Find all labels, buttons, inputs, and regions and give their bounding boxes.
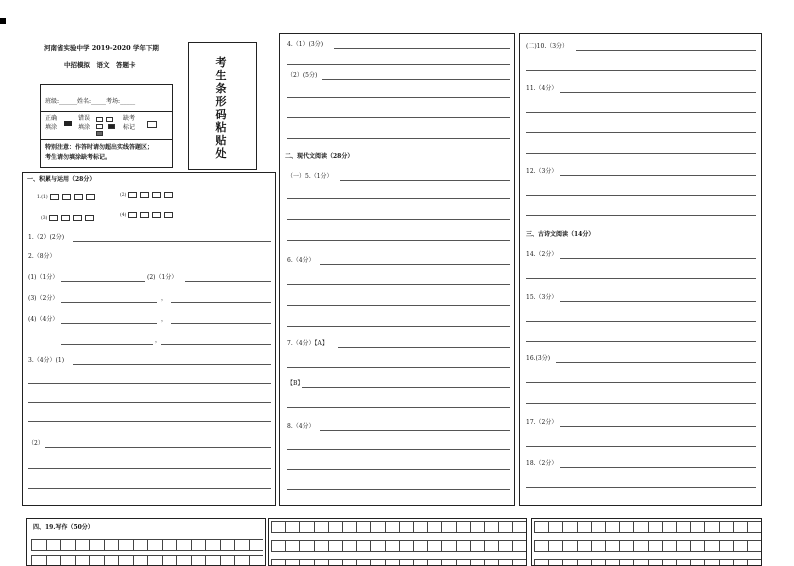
grid-cell[interactable]: [512, 540, 526, 552]
q4-2-label: （2）(5分): [287, 72, 318, 79]
q10-label: (二)10.（3分）: [526, 43, 569, 50]
grid-cell[interactable]: [619, 521, 634, 533]
q6-label: 6.（4分）: [287, 257, 315, 264]
grid-cell[interactable]: [162, 555, 178, 565]
answer-line[interactable]: [334, 48, 510, 49]
answer-line[interactable]: [73, 364, 271, 365]
notice-line-2: 考生请勿填涂缺考标记。: [45, 154, 112, 161]
writing-box-2: [268, 518, 527, 566]
correct-label-2: 填涂: [45, 124, 58, 131]
grid-cell[interactable]: [747, 559, 761, 565]
q1-2-choices[interactable]: (2): [120, 191, 176, 198]
grid-cell[interactable]: [205, 539, 221, 551]
grid-cell[interactable]: [314, 521, 329, 533]
writing-grid[interactable]: [271, 521, 526, 565]
q2-label: 2.（8分）: [28, 253, 56, 260]
q8-label: 8.（4分）: [287, 423, 315, 430]
answer-line[interactable]: [61, 323, 157, 324]
q15-label: 15.（3分）: [526, 294, 558, 301]
answer-line[interactable]: [526, 403, 756, 404]
answer-line[interactable]: [28, 383, 271, 384]
grid-cell[interactable]: [470, 540, 485, 552]
sheet-subtitle: 中招模拟 语文 答题卡: [64, 61, 136, 69]
student-info-line[interactable]: 班级:______姓名:_____考场:_____: [45, 98, 136, 105]
grid-cell[interactable]: [176, 539, 192, 551]
writing-grid[interactable]: [534, 521, 761, 565]
grid-cell[interactable]: [314, 559, 329, 565]
q18-label: 18.（2分）: [526, 460, 558, 467]
grid-cell[interactable]: [399, 521, 414, 533]
answer-line[interactable]: [560, 258, 756, 259]
grid-cell[interactable]: [498, 521, 513, 533]
correct-label: 正确: [45, 115, 58, 122]
answer-line[interactable]: [320, 264, 510, 265]
grid-cell[interactable]: [104, 539, 120, 551]
grid-cell[interactable]: [512, 521, 526, 533]
grid-cell[interactable]: [271, 559, 286, 565]
q1-2-label: 1.（2）(2分): [28, 234, 65, 241]
grid-cell[interactable]: [191, 555, 207, 565]
grid-cell[interactable]: [271, 540, 286, 552]
grid-cell[interactable]: [220, 555, 236, 565]
answer-line[interactable]: [302, 387, 510, 388]
grid-cell[interactable]: [605, 540, 620, 552]
grid-cell[interactable]: [328, 559, 343, 565]
grid-cell[interactable]: [562, 559, 577, 565]
grid-cell[interactable]: [577, 540, 592, 552]
correct-fill-sample: [64, 121, 72, 126]
answer-line[interactable]: [28, 402, 271, 403]
answer-line[interactable]: [287, 469, 510, 470]
grid-cell[interactable]: [285, 521, 300, 533]
answer-line[interactable]: [28, 421, 271, 422]
answer-line[interactable]: [287, 219, 510, 220]
grid-cell[interactable]: [470, 521, 485, 533]
grid-cell[interactable]: [591, 540, 606, 552]
answer-line[interactable]: [28, 468, 271, 469]
grid-cell[interactable]: [328, 521, 343, 533]
grid-cell[interactable]: [31, 555, 47, 565]
grid-cell[interactable]: [299, 540, 314, 552]
grid-cell[interactable]: [633, 559, 648, 565]
student-info-box: [40, 84, 173, 168]
grid-cell[interactable]: [104, 555, 120, 565]
section-3-title: 三、古诗文阅读（14分）: [526, 231, 595, 238]
answer-line[interactable]: [526, 153, 756, 154]
section-4-title: 四、19.写作（50分）: [33, 524, 94, 531]
answer-line[interactable]: [287, 367, 510, 368]
answer-line[interactable]: [526, 132, 756, 133]
grid-cell[interactable]: [118, 555, 134, 565]
answer-line[interactable]: [171, 323, 271, 324]
grid-cell[interactable]: [441, 559, 456, 565]
grid-cell[interactable]: [719, 521, 734, 533]
grid-cell[interactable]: [591, 521, 606, 533]
grid-cell[interactable]: [690, 521, 705, 533]
q2-2-label: (2)（1分）: [147, 274, 178, 281]
grid-cell[interactable]: [484, 521, 499, 533]
q14-label: 14.（2分）: [526, 251, 558, 258]
grid-cell[interactable]: [314, 540, 329, 552]
barcode-label: 考生条形码粘贴处: [215, 56, 227, 160]
grid-cell[interactable]: [191, 539, 207, 551]
wrong-fill-samples: [96, 116, 124, 132]
grid-cell[interactable]: [577, 559, 592, 565]
answer-line[interactable]: [61, 344, 153, 345]
grid-cell[interactable]: [470, 559, 485, 565]
grid-cell[interactable]: [413, 521, 428, 533]
grid-cell[interactable]: [133, 539, 149, 551]
grid-cell[interactable]: [662, 521, 677, 533]
grid-cell[interactable]: [719, 540, 734, 552]
grid-cell[interactable]: [704, 521, 719, 533]
grid-cell[interactable]: [605, 521, 620, 533]
grid-cell[interactable]: [162, 539, 178, 551]
answer-line[interactable]: [28, 488, 271, 489]
grid-cell[interactable]: [427, 521, 442, 533]
grid-cell[interactable]: [733, 559, 748, 565]
section-1-title: 一、积累与运用（28分）: [27, 176, 96, 183]
answer-line[interactable]: [287, 489, 510, 490]
comma: ，: [161, 316, 168, 323]
grid-cell[interactable]: [427, 559, 442, 565]
answer-line[interactable]: [287, 198, 510, 199]
grid-cell[interactable]: [704, 559, 719, 565]
grid-cell[interactable]: [534, 521, 549, 533]
grid-cell[interactable]: [342, 521, 357, 533]
grid-cell[interactable]: [356, 559, 371, 565]
grid-cell[interactable]: [456, 540, 471, 552]
grid-cell[interactable]: [733, 521, 748, 533]
q3-1-label: 3.（4分）(1): [28, 357, 65, 364]
grid-cell[interactable]: [534, 559, 549, 565]
answer-line[interactable]: [287, 64, 510, 65]
wrong-label: 错误: [78, 115, 91, 122]
grid-cell[interactable]: [548, 521, 563, 533]
answer-line[interactable]: [526, 382, 756, 383]
answer-line[interactable]: [526, 278, 756, 279]
answer-line[interactable]: [287, 97, 510, 98]
grid-cell[interactable]: [220, 539, 236, 551]
grid-cell[interactable]: [118, 539, 134, 551]
grid-cell[interactable]: [619, 540, 634, 552]
answer-line[interactable]: [340, 180, 510, 181]
grid-cell[interactable]: [399, 559, 414, 565]
grid-cell[interactable]: [370, 521, 385, 533]
section-2-title: 二、现代文阅读（28分）: [285, 153, 354, 160]
absent-label-2: 标记: [123, 124, 136, 131]
writing-box-3: [531, 518, 762, 566]
grid-cell[interactable]: [370, 540, 385, 552]
answer-line[interactable]: [338, 347, 510, 348]
column-2-box: [279, 33, 515, 506]
answer-line[interactable]: [560, 467, 756, 468]
answer-line[interactable]: [560, 92, 756, 93]
grid-cell[interactable]: [205, 555, 221, 565]
answer-line[interactable]: [61, 281, 145, 282]
grid-cell[interactable]: [577, 521, 592, 533]
grid-cell[interactable]: [147, 539, 163, 551]
grid-cell[interactable]: [456, 559, 471, 565]
answer-line[interactable]: [560, 426, 756, 427]
grid-cell[interactable]: [548, 540, 563, 552]
grid-cell[interactable]: [676, 521, 691, 533]
school-title: 河南省实验中学 2019-2020 学年下期: [44, 44, 159, 52]
grid-cell[interactable]: [147, 555, 163, 565]
grid-cell[interactable]: [299, 559, 314, 565]
grid-cell[interactable]: [31, 539, 47, 551]
answer-line[interactable]: [73, 241, 271, 242]
answer-line[interactable]: [287, 326, 510, 327]
grid-cell[interactable]: [271, 521, 286, 533]
grid-cell[interactable]: [356, 540, 371, 552]
grid-cell[interactable]: [498, 559, 513, 565]
answer-line[interactable]: [526, 70, 756, 71]
q7b-label: 【B】: [287, 380, 304, 387]
answer-line[interactable]: [287, 305, 510, 306]
grid-cell[interactable]: [285, 540, 300, 552]
answer-line[interactable]: [526, 321, 756, 322]
grid-cell[interactable]: [385, 521, 400, 533]
answer-line[interactable]: [61, 302, 157, 303]
grid-cell[interactable]: [498, 540, 513, 552]
column-3-box: [519, 33, 762, 506]
q7a-label: 7.（4分）【A】: [287, 340, 328, 347]
grid-cell[interactable]: [46, 539, 62, 551]
absent-label: 缺考: [123, 115, 136, 122]
grid-cell[interactable]: [441, 540, 456, 552]
grid-cell[interactable]: [662, 540, 677, 552]
grid-cell[interactable]: [704, 540, 719, 552]
grid-cell[interactable]: [249, 555, 264, 565]
answer-line[interactable]: [171, 302, 271, 303]
grid-cell[interactable]: [427, 540, 442, 552]
q1-3-choices[interactable]: (3): [41, 214, 97, 221]
grid-cell[interactable]: [46, 555, 62, 565]
grid-cell[interactable]: [89, 539, 105, 551]
grid-cell[interactable]: [75, 555, 91, 565]
grid-cell[interactable]: [605, 559, 620, 565]
q5-label: （一）5.（1分）: [287, 173, 333, 180]
grid-cell[interactable]: [385, 540, 400, 552]
grid-cell[interactable]: [342, 540, 357, 552]
writing-grid[interactable]: [31, 539, 263, 565]
q2-1-label: (1)（1分）: [28, 274, 59, 281]
writing-box-1: [26, 518, 266, 566]
grid-cell[interactable]: [747, 540, 761, 552]
comma: ，: [161, 295, 168, 302]
answer-line[interactable]: [526, 112, 756, 113]
answer-line[interactable]: [322, 79, 510, 80]
grid-cell[interactable]: [60, 555, 76, 565]
grid-cell[interactable]: [484, 540, 499, 552]
answer-line[interactable]: [526, 446, 756, 447]
grid-cell[interactable]: [342, 559, 357, 565]
answer-line[interactable]: [287, 240, 510, 241]
grid-cell[interactable]: [690, 559, 705, 565]
answer-line[interactable]: [161, 344, 271, 345]
grid-cell[interactable]: [733, 540, 748, 552]
grid-cell[interactable]: [234, 539, 250, 551]
grid-cell[interactable]: [133, 555, 149, 565]
grid-cell[interactable]: [676, 540, 691, 552]
grid-cell[interactable]: [548, 559, 563, 565]
grid-cell[interactable]: [690, 540, 705, 552]
answer-line[interactable]: [526, 195, 756, 196]
answer-line[interactable]: [526, 215, 756, 216]
grid-cell[interactable]: [356, 521, 371, 533]
grid-cell[interactable]: [441, 521, 456, 533]
grid-cell[interactable]: [176, 555, 192, 565]
grid-cell[interactable]: [399, 540, 414, 552]
grid-cell[interactable]: [747, 521, 761, 533]
grid-cell[interactable]: [662, 559, 677, 565]
answer-line[interactable]: [287, 284, 510, 285]
answer-line[interactable]: [45, 447, 271, 448]
q4-1-label: 4.（1）(3分): [287, 41, 324, 48]
notice-line-1: 特别注意：作答时请勿超出实线答题区；: [45, 144, 154, 151]
grid-cell[interactable]: [60, 539, 76, 551]
grid-cell[interactable]: [676, 559, 691, 565]
grid-cell[interactable]: [648, 559, 663, 565]
grid-cell[interactable]: [591, 559, 606, 565]
answer-line[interactable]: [526, 487, 756, 488]
answer-line[interactable]: [287, 449, 510, 450]
grid-cell[interactable]: [328, 540, 343, 552]
grid-cell[interactable]: [75, 539, 91, 551]
q1-1-choices[interactable]: 1.(1): [37, 193, 98, 200]
grid-cell[interactable]: [648, 521, 663, 533]
grid-cell[interactable]: [484, 559, 499, 565]
q12-label: 12.（3分）: [526, 168, 558, 175]
answer-line[interactable]: [526, 341, 756, 342]
grid-cell[interactable]: [385, 559, 400, 565]
grid-cell[interactable]: [648, 540, 663, 552]
absent-mark-box[interactable]: [147, 121, 157, 128]
grid-cell[interactable]: [249, 539, 264, 551]
grid-cell[interactable]: [413, 540, 428, 552]
answer-line[interactable]: [576, 50, 756, 51]
answer-line[interactable]: [287, 138, 510, 139]
grid-cell[interactable]: [562, 521, 577, 533]
grid-cell[interactable]: [234, 555, 250, 565]
grid-cell[interactable]: [562, 540, 577, 552]
q2-3-label: (3)（2分）: [28, 295, 59, 302]
answer-line[interactable]: [287, 117, 510, 118]
answer-line[interactable]: [320, 430, 510, 431]
answer-line[interactable]: [560, 301, 756, 302]
answer-line[interactable]: [287, 407, 510, 408]
grid-cell[interactable]: [89, 555, 105, 565]
q16-label: 16.(3分): [526, 355, 551, 362]
q1-4-choices[interactable]: (4): [120, 211, 176, 218]
grid-cell[interactable]: [633, 540, 648, 552]
corner-marker: [0, 18, 6, 24]
grid-cell[interactable]: [413, 559, 428, 565]
grid-cell[interactable]: [719, 559, 734, 565]
answer-line[interactable]: [560, 175, 756, 176]
wrong-label-2: 填涂: [78, 124, 91, 131]
grid-cell[interactable]: [370, 559, 385, 565]
comma: ，: [155, 337, 162, 344]
grid-cell[interactable]: [456, 521, 471, 533]
q2-4-label: (4)（4分）: [28, 316, 59, 323]
section-1-box: [22, 172, 276, 506]
grid-cell[interactable]: [299, 521, 314, 533]
answer-line[interactable]: [556, 362, 756, 363]
grid-cell[interactable]: [512, 559, 526, 565]
grid-cell[interactable]: [619, 559, 634, 565]
grid-cell[interactable]: [285, 559, 300, 565]
q17-label: 17.（2分）: [526, 419, 558, 426]
answer-line[interactable]: [185, 281, 271, 282]
q3-2-label: （2）: [28, 440, 44, 447]
q11-label: 11.（4分）: [526, 85, 558, 92]
grid-cell[interactable]: [534, 540, 549, 552]
grid-cell[interactable]: [633, 521, 648, 533]
